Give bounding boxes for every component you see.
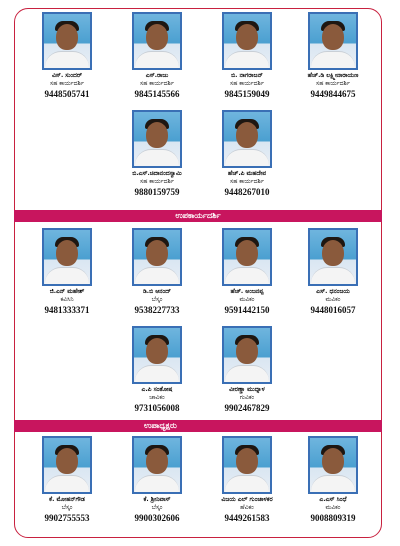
person-role: ಗುವಿಕಂ [239,394,255,401]
person-phone: 9902467829 [224,403,270,413]
person-name: ಎ.ಎಸ್ ಸಿಂಧೆ [319,496,347,503]
person-photo [42,436,92,494]
person-role: ಸಹ ಕಾರ್ಯದರ್ಶಿ [316,80,350,87]
person-name: ವಿಸ್. ಸುಂದರ್ [51,72,83,79]
person-card [202,326,292,414]
person-phone: 9880159759 [134,187,180,197]
person-card [202,110,292,198]
person-phone: 9448016057 [310,305,356,315]
person-card [22,12,112,100]
person-card [22,228,112,316]
person-photo [222,110,272,168]
section-band-vice-presidents: ಉಪಾಧ್ಯಕ್ಷರು [14,420,382,432]
person-card [112,110,202,198]
person-phone: 9449844675 [310,89,356,99]
person-name: ಬಿ. ನಾಗರಾಜನ್ [231,72,263,79]
person-phone: 9731056008 [134,403,180,413]
person-card [288,436,378,524]
person-role: ಹೆವಿಕಂ [240,504,254,511]
person-role: ಮವಿಕಂ [325,296,341,303]
person-phone: 9448267010 [224,187,270,197]
person-phone: 9845145566 [134,89,180,99]
person-phone: 9902755553 [44,513,90,523]
person-phone: 9449261583 [224,513,270,523]
person-photo [222,228,272,286]
person-card [202,436,292,524]
person-phone: 9481333371 [44,305,90,315]
person-card [112,436,202,524]
person-role: ಮವಿಕಂ [239,296,255,303]
person-role: ಬೆಸ್ಕಂ [151,504,163,511]
person-photo [42,228,92,286]
person-role: ಸಹ ಕಾರ್ಯದರ್ಶಿ [140,178,174,185]
person-name: ಕೆ. ಶ್ರೀನಿವಾಸ್ [143,496,171,503]
person-name: ಹೆಚ್.ಡಿ ಲಕ್ಷ್ಮೀನಾರಾಯಣ [307,72,359,79]
person-photo [222,326,272,384]
person-name: ಹೆಚ್.ಪಿ ಮಹದೇವ [227,170,267,177]
person-name: ಎಸ್.ರಾಜು [145,72,169,79]
person-card [288,228,378,316]
person-phone: 9900302606 [134,513,180,523]
person-name: ಡಿ.ಬಿ ಆನಂದ್ [143,288,171,295]
person-card [22,436,112,524]
person-photo [42,12,92,70]
person-name: ಕೆ. ಮೋಹನ್‌ಗೌಡ [49,496,85,503]
person-role: ಸಹ ಕಾರ್ಯದರ್ಶಿ [230,178,264,185]
person-photo [308,436,358,494]
person-card [202,228,292,316]
person-role: ಮವಿಕಂ [325,504,341,511]
person-card [112,228,202,316]
person-role: ಚಾವಿಕಂ [149,394,165,401]
person-name: ಎ.ಪಿ ಸಂತೋಷ [141,386,173,393]
person-photo [308,228,358,286]
person-photo [132,326,182,384]
person-role: ಕವಿಸಿನಿ [60,296,74,303]
person-role: ಸಹ ಕಾರ್ಯದರ್ಶಿ [230,80,264,87]
person-card [112,326,202,414]
person-phone: 9538227733 [134,305,180,315]
person-card [112,12,202,100]
person-card [202,12,292,100]
person-name: ವೀರಣ್ಣಾ ಮುದ್ನಾಳ [229,386,265,393]
person-name: ಹೆಚ್. ಅಂಜನಪ್ಪ [230,288,264,295]
person-name: ಜಿ.ಎನ್ ಮಹೇಶ್ [49,288,85,295]
person-photo [132,436,182,494]
person-phone: 9448505741 [44,89,90,99]
person-name: ವಿಜಯ ಎಲ್ ಗುಂಜಾಳಕರ [221,496,273,503]
person-phone: 9845159049 [224,89,270,99]
person-photo [308,12,358,70]
person-role: ಸಹ ಕಾರ್ಯದರ್ಶಿ [140,80,174,87]
person-role: ಬೆಸ್ಕಂ [61,504,73,511]
person-phone: 9591442150 [224,305,270,315]
person-phone: 9008809319 [310,513,356,523]
person-role: ಸಹ ಕಾರ್ಯದರ್ಶಿ [50,80,84,87]
section-band-deputy-secretary: ಉಪಕಾರ್ಯದರ್ಶಿ [14,210,382,222]
person-name: ಬಿ.ಎಸ್.ಚಿದಾನಂದಸ್ವಾಮಿ [132,170,182,177]
person-photo [132,110,182,168]
person-photo [132,228,182,286]
person-card [288,12,378,100]
person-photo [222,436,272,494]
person-photo [132,12,182,70]
person-name: ಎಸ್. ಧನಂಜಯ [316,288,350,295]
person-role: ಬೆಸ್ಕಂ [151,296,163,303]
person-photo [222,12,272,70]
